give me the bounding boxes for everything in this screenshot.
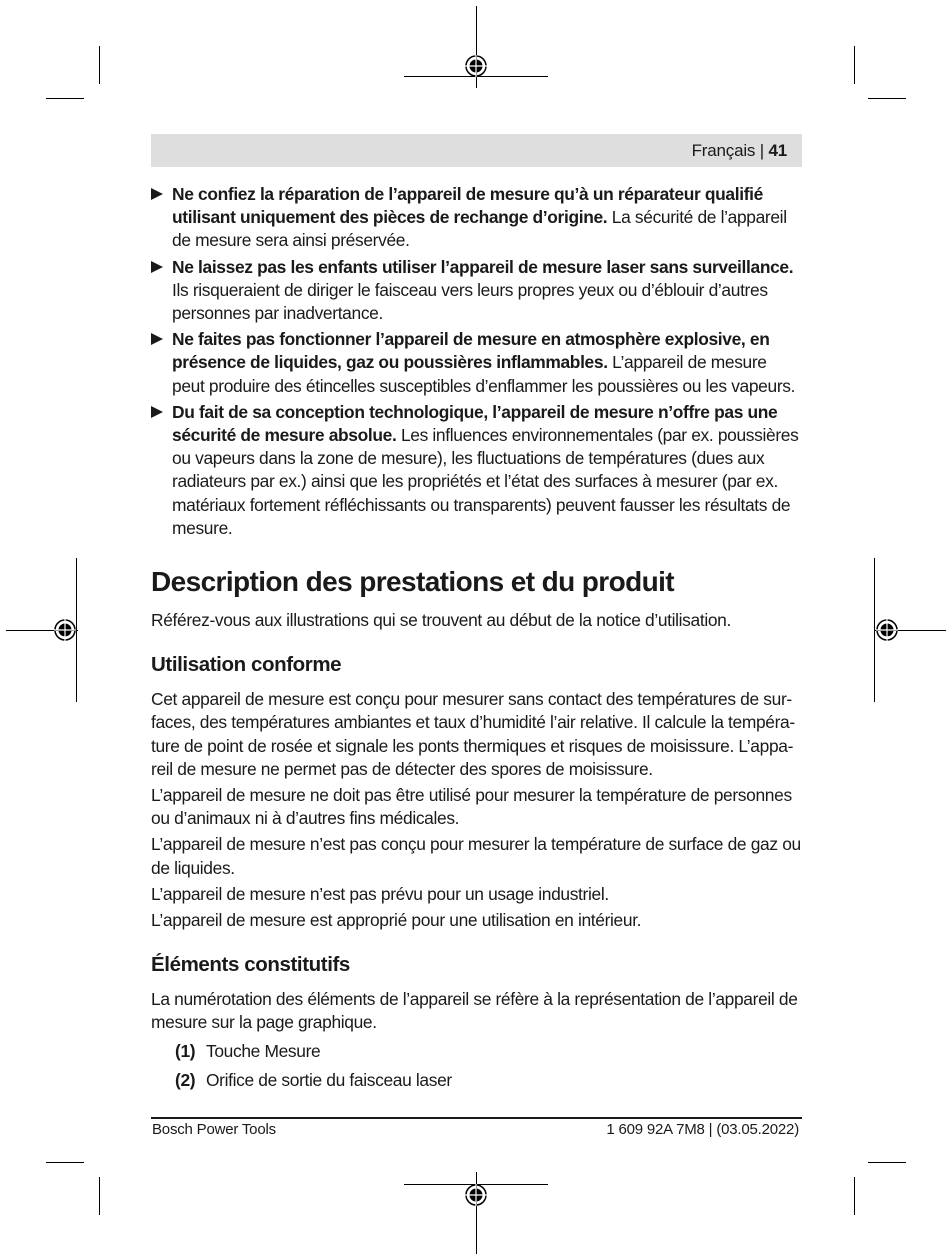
page-content	[151, 183, 802, 1098]
bullet-text: La sécurité de l’appareil de mesure sera ainsi préservée.	[172, 207, 787, 251]
safety-bullet	[151, 183, 802, 253]
safety-bullet	[151, 328, 802, 398]
registration-target-icon	[465, 55, 487, 77]
registration-target-icon	[876, 619, 898, 641]
header-language: Français	[691, 141, 756, 160]
bullet-text: Les influences environnementales (par ex. poussières ou vapeurs dans la zone de mesure), les fluctuations de températures (dues aux radiateurs par ex.) ainsi que les propriétés et l’état des surfaces à mesurer (par ex. matériaux fortement réfléchissants ou transparents) peuvent fausser les résultats de mesure.	[172, 425, 799, 538]
component-number: (1)	[175, 1040, 196, 1061]
components-title: Éléments constitutifs	[151, 953, 350, 977]
component-item	[151, 1040, 802, 1063]
page-number: 41	[768, 141, 787, 160]
registration-target-icon	[54, 619, 76, 641]
component-label: Orifice de sortie du faisceau laser	[206, 1069, 452, 1090]
bullet-bold-text: Ne confiez la réparation de l’appareil de mesure qu’à un réparateur qualifié utilisant uniquement des pièces de rechange d’origine.	[172, 184, 763, 228]
bullet-text: Ils risqueraient de diriger le faisceau vers leurs propres yeux ou d’éblouir d’autres personnes par inadvertance.	[172, 279, 768, 324]
components-intro: La numérotation des éléments de l’appareil se réfère à la représentation de l’appareil de mesure sur la page graphique.	[151, 989, 798, 1033]
bullet-bold-text: Ne laissez pas les enfants utiliser l’appareil de mesure laser sans surveillance.	[172, 256, 794, 277]
usage-title: Utilisation conforme	[151, 653, 342, 677]
triangle-bullet-icon	[151, 406, 163, 418]
usage-paragraph: L’appareil de mesure n’est pas conçu pour mesurer la température de surface de gaz ou de liquides.	[151, 834, 801, 878]
section-title: Description des prestations et du produit	[151, 566, 675, 598]
triangle-bullet-icon	[151, 188, 163, 200]
usage-paragraph: L’appareil de mesure est approprié pour une utilisation en intérieur.	[151, 910, 642, 931]
usage-paragraph: L’appareil de mesure n’est pas prévu pour un usage industriel.	[151, 883, 609, 904]
usage-paragraph: L’appareil de mesure ne doit pas être utilisé pour mesurer la température de personnes ou d’animaux ni à d’autres fins médicales.	[151, 785, 792, 829]
footer-brand: Bosch Power Tools	[152, 1121, 276, 1138]
component-item	[151, 1069, 802, 1092]
bullet-bold-text: Ne faites pas fonctionner l’appareil de mesure en atmosphère explosive, en présence de liquides, gaz ou poussières inflammables.	[172, 329, 770, 373]
header-text	[692, 141, 787, 161]
usage-paragraph: Cet appareil de mesure est conçu pour mesurer sans contact des températures de surfaces, des températures ambiantes et taux d’humidité l’air relative. Il calcule la température de point de rosée et signale les ponts thermiques et risques de moisissure. L’appareil de mesure ne permet pas de détecter des spores de moisissure.	[151, 689, 796, 779]
footer-rule	[151, 1117, 802, 1119]
registration-target-icon	[465, 1184, 487, 1206]
section-intro: Référez-vous aux illustrations qui se trouvent au début de la notice d’utilisation.	[151, 610, 731, 631]
footer-doc-number: 1 609 92A 7M8 | (03.05.2022)	[606, 1121, 799, 1138]
bullet-text: L’appareil de mesure peut produire des étincelles susceptibles d’enflammer les poussières ou les vapeurs.	[172, 352, 796, 396]
component-number: (2)	[175, 1069, 196, 1090]
safety-bullet	[151, 401, 802, 540]
safety-bullet	[151, 256, 802, 326]
triangle-bullet-icon	[151, 333, 163, 345]
component-label: Touche Mesure	[206, 1040, 321, 1061]
header-separator: |	[759, 141, 764, 160]
page-header	[151, 134, 802, 167]
triangle-bullet-icon	[151, 261, 163, 273]
bullet-bold-text: Du fait de sa conception technologique, l’appareil de mesure n’offre pas une sécurité de mesure absolue.	[172, 401, 778, 446]
